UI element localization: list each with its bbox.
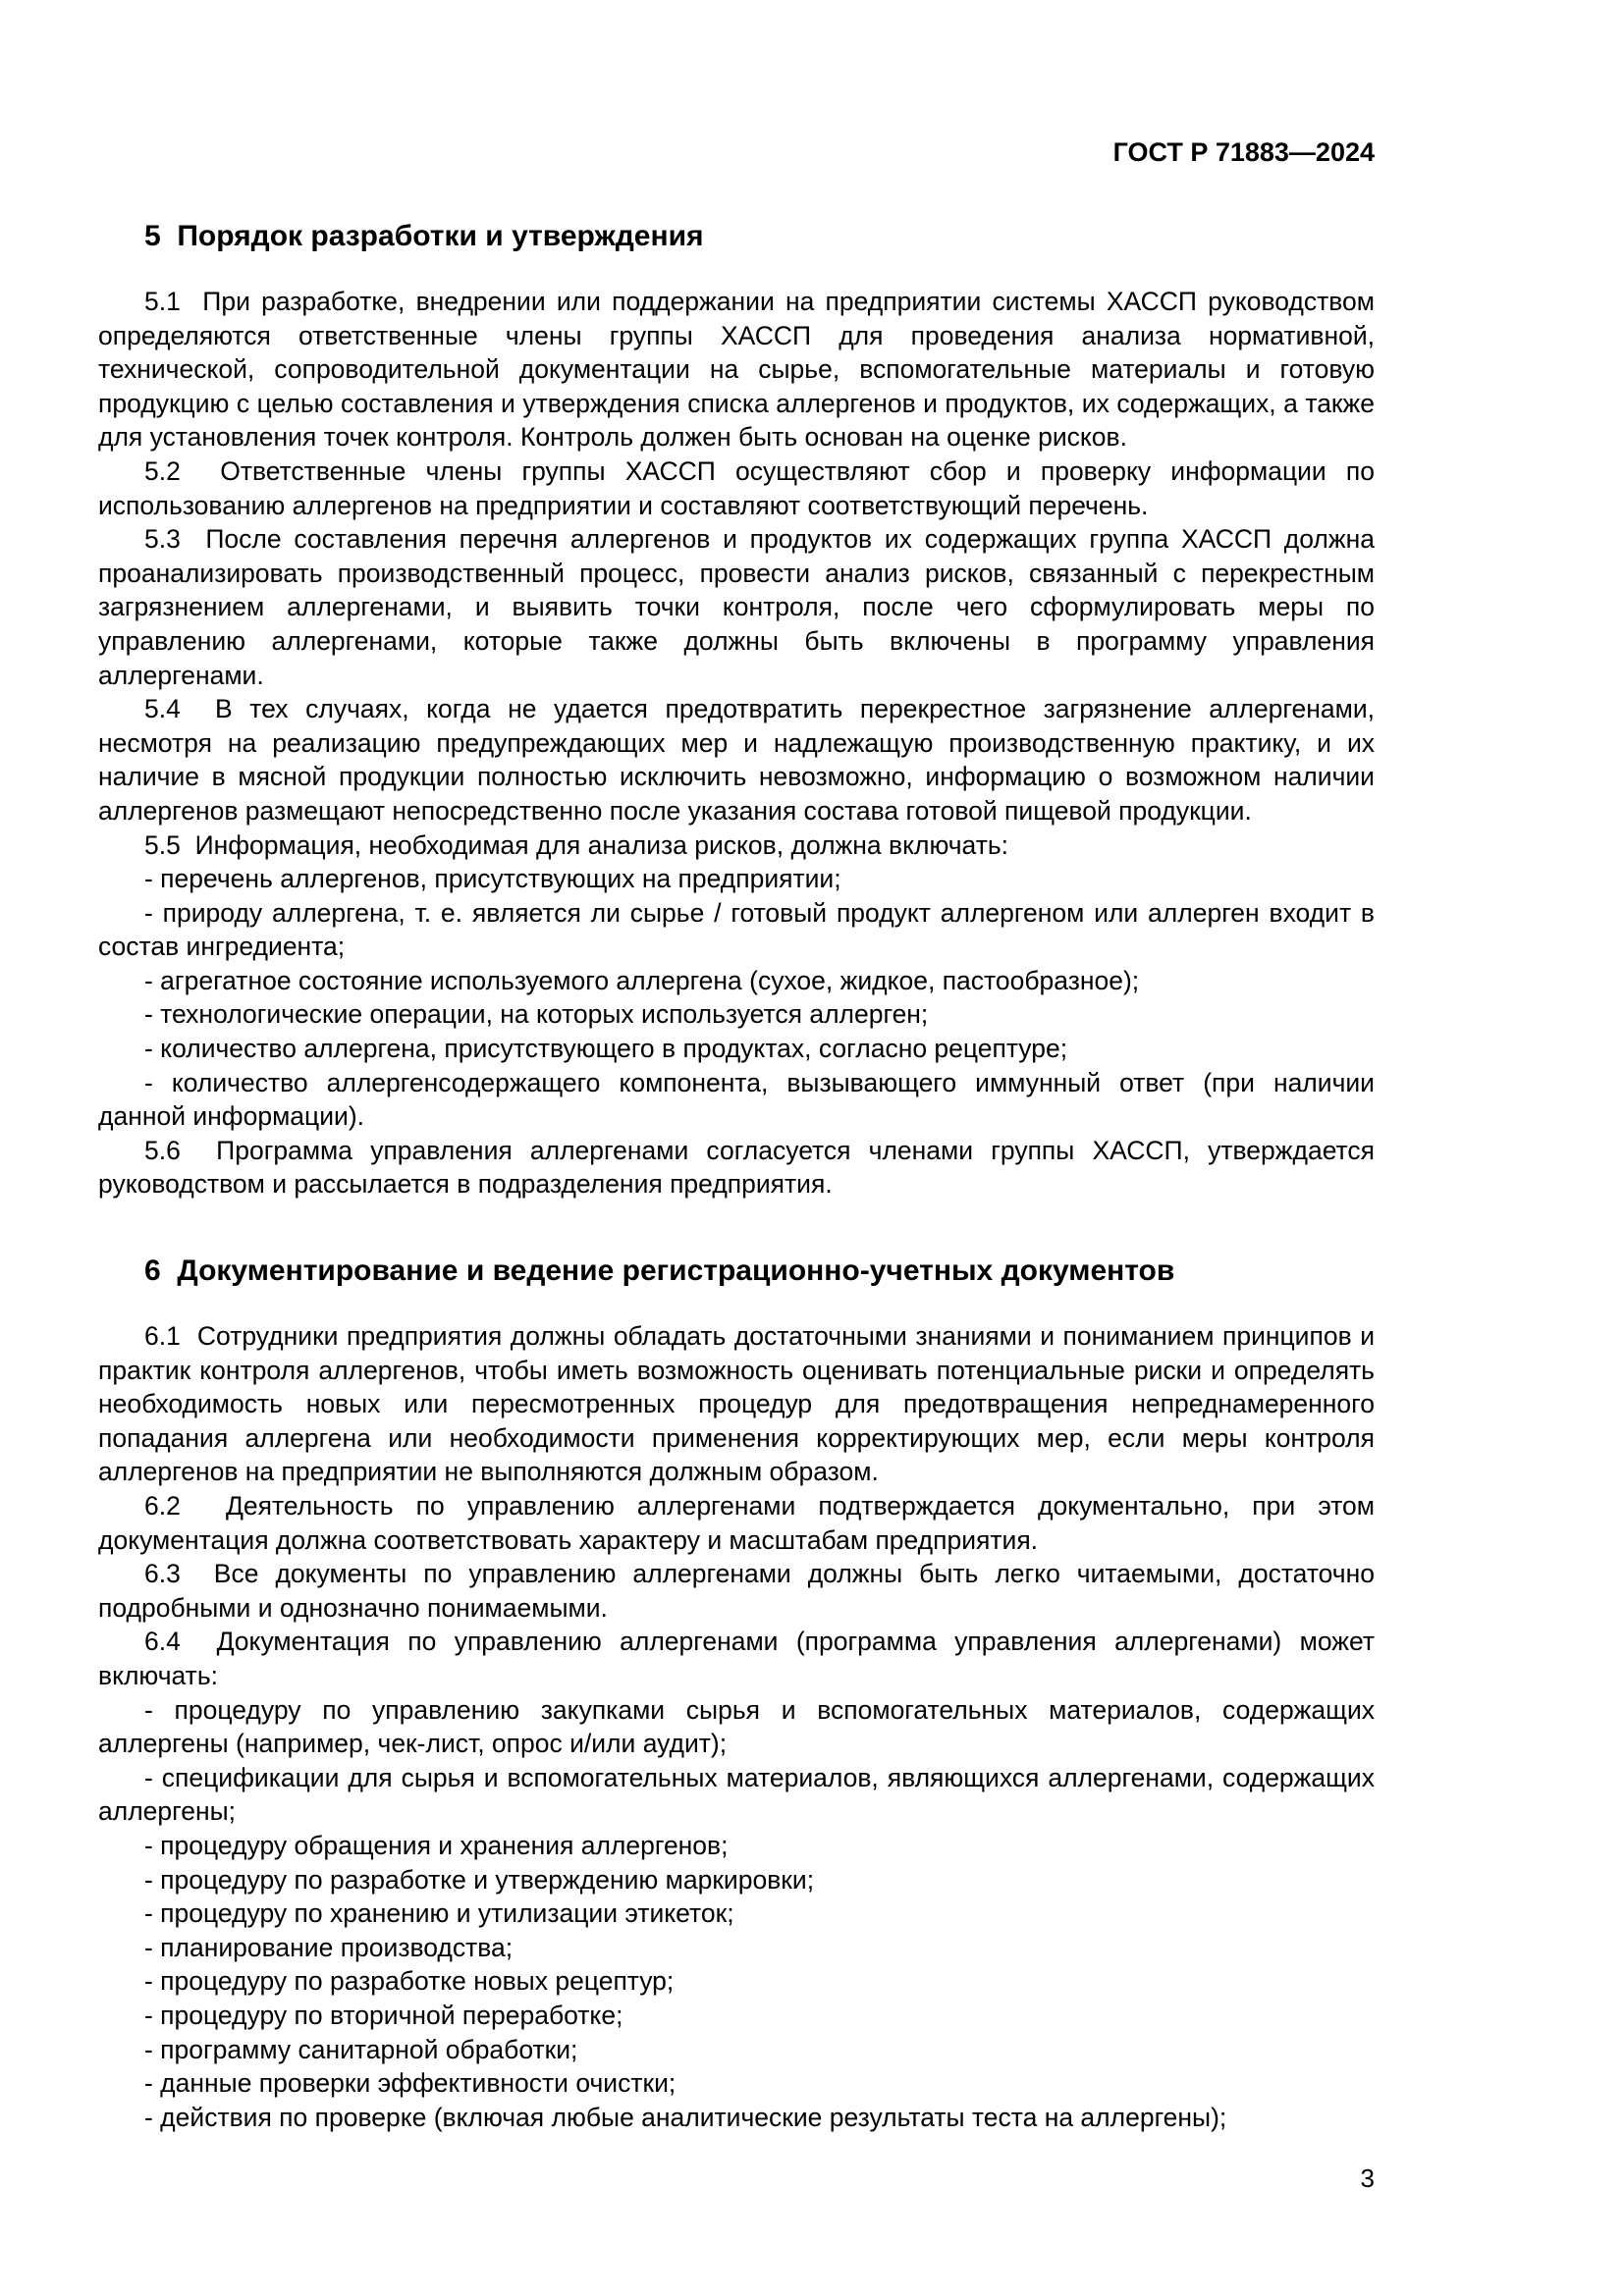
list-item: - агрегатное состояние используемого аллергена (сухое, жидкое, пастообразное); (144, 965, 1140, 995)
paragraph: 5.6 Программа управления аллергенами согласуется членами группы ХАССП, утверждается руководством и рассылается в подразделения предприятия. (98, 1135, 1375, 1200)
paragraph: 5.1 При разработке, внедрении или поддержании на предприятии системы ХАССП руководством определяются ответственные члены группы ХАССП для проведения анализа нормативной, технической, сопроводительной документации на сырье, вспомогательные материалы и готовую продукцию с целью составления и утверждения списка аллергенов и продуктов, их содержащих, а также для установления точек контроля. Контроль должен быть основан на оценке рисков. (98, 287, 1375, 453)
list-item: - технологические операции, на которых используется аллерген; (144, 999, 929, 1030)
paragraph: 5.3 После составления перечня аллергенов и продуктов их содержащих группа ХАССП должна проанализировать производственный процесс, провести анализ рисков, связанный с перекрестным загрязнением аллергенами, и выявить точки контроля, после чего сформулировать меры по управлению аллергенами, которые также должны быть включены в программу управления аллергенами. (98, 524, 1375, 690)
list-item: - процедуру по управлению закупками сырья и вспомогательных материалов, содержащих аллергены (например, чек-лист, опрос и/или аудит); (98, 1694, 1375, 1759)
paragraph: 6.1 Сотрудники предприятия должны обладать достаточными знаниями и пониманием принципов и практик контроля аллергенов, чтобы иметь возможность оценивать потенциальные риски и определять необходимость новых или пересмотренных процедур для предотвращения непреднамеренного попадания аллергена или необходимости применения корректирующих мер, если меры контроля аллергенов на предприятии не выполняются должным образом. (98, 1321, 1375, 1487)
list-item: - перечень аллергенов, присутствующих на предприятии; (144, 864, 841, 894)
page-footer (98, 2163, 1375, 2193)
page-header (98, 137, 1375, 167)
paragraph: 6.4 Документация по управлению аллергенами (программа управления аллергенами) может включать: (98, 1627, 1375, 1690)
paragraph: 6.2 Деятельность по управлению аллергенами подтверждается документально, при этом документация должна соответствовать характеру и масштабам предприятия. (98, 1491, 1375, 1555)
list-item: - процедуру обращения и хранения аллергенов; (144, 1830, 729, 1860)
list-item: - количество аллергена, присутствующего в продуктах, согласно рецептуре; (144, 1034, 1068, 1064)
document-body (98, 220, 1375, 2134)
paragraph: 6.3 Все документы по управлению аллергенами должны быть легко читаемыми, достаточно подробными и однозначно понимаемыми. (98, 1559, 1375, 1623)
list-item: - количество аллергенсодержащего компонента, вызывающего иммунный ответ (при наличии данной информации). (98, 1067, 1375, 1132)
list-item: - процедуру по хранению и утилизации этикеток; (144, 1898, 734, 1929)
list-item: - процедуру по разработке новых рецептур; (144, 1966, 675, 1997)
page-number: 3 (1360, 2163, 1375, 2194)
paragraph: 5.4 В тех случаях, когда не удается предотвратить перекрестное загрязнение аллергенами, несмотря на реализацию предупреждающих мер и надлежащую производственную практику, и их наличие в мясной продукции полностью исключить невозможно, информацию о возможном наличии аллергенов размещают непосредственно после указания состава готовой пищевой продукции. (98, 694, 1375, 826)
paragraph: 5.2 Ответственные члены группы ХАССП осуществляют сбор и проверку информации по использованию аллергенов на предприятии и составляют соответствующий перечень. (98, 455, 1375, 520)
list-item: - планирование производства; (144, 1932, 514, 1962)
list-item: - спецификации для сырья и вспомогательных материалов, являющихся аллергенами, содержащих аллергены; (98, 1762, 1375, 1827)
list-item: - процедуру по разработке и утверждению маркировки; (144, 1864, 815, 1895)
section-heading: 6 Документирование и ведение регистрационно-учетных документов (144, 1255, 1175, 1288)
section-heading: 5 Порядок разработки и утверждения (144, 220, 704, 252)
list-item: - действия по проверке (включая любые аналитические результаты теста на аллергены); (144, 2102, 1227, 2132)
list-item: - природу аллергена, т. е. является ли сырье / готовый продукт аллергеном или аллерген входит в состав ингредиента; (98, 897, 1375, 962)
paragraph: 5.5 Информация, необходимая для анализа рисков, должна включать: (144, 829, 1009, 860)
doc-code: ГОСТ Р 71883—2024 (1112, 137, 1375, 167)
list-item: - программу санитарной обработки; (144, 2034, 578, 2064)
list-item: - данные проверки эффективности очистки; (144, 2068, 677, 2099)
list-item: - процедуру по вторичной переработке; (144, 2000, 623, 2030)
